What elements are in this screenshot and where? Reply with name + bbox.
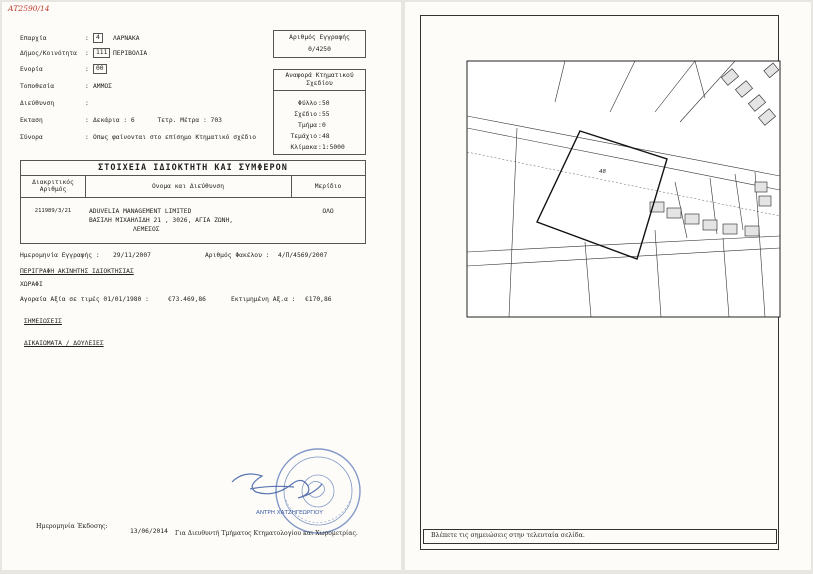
plot-number-label: 48 (599, 169, 606, 175)
certificate-left-page: ΑΤ2590/14 Επαρχία : 4 ΛΑΡΝΑΚΑ Δήμος/Κοινότητα : 111 ΠΕΡΙΒΟΛΙΑ Ενορία : 00 Τοποθεσία : ΑΜΜΟΣ Διεύθυνση : Εκταση : Δεκάρια : 6 Τετρ. Μέτρα : 703 Σύνορα : Οπως φαίνονται στο επίσημο Κτηματικό σχέδιο Αριθμός Εγγραφής 0/4250 Αναφορά Κτηματικού Σχεδίου Φύλλο : 50 Σχέδιο : 55 Τμήμα : 0 Τεμάχιο : 48 Κλίμακα : 1:5000 ΣΤΟΙΧΕΙΑ ΙΔΙΟΚΤΗΤΗ ΚΑΙ ΣΥΜΦΕΡΟΝ Διακριτικός Αριθμός Ονομα και Διεύθυνση Μερίδιο 211989/3/21 ADUVELIA MANAGEMENT LIMITED ΒΑΣΙΛΗ ΜΙΧΑΗΛΙΔΗ 21 , 3026, ΑΓΙΑ ΖΩΝΗ, ΛΕΜΕΣΟΣ ΟΛΟ Ημερομηνία Εγγραφής : 29/11/2007 Αριθμός Φακέλου : 4/Π/4569/2007 ΠΕΡΙΓΡΑΦΗ ΑΚΙΝΗΤΗΣ ΙΔΙΟΚΤΗΣΙΑΣ ΧΩΡΑΦΙ Αγοραία Αξία σε τιμές 01/01/1980 : €73.469,86 Εκτιμημένη Αξ.α : €170,86 ΣΗΜΕΙΩΣΕΙΣ ΔΙΚΑΙΩΜΑΤΑ / ΔΟΥΛΕΙΕΣ ΑΝΤΡΗ ΧΑΤΖΗΓΕΩΡΓΙΟΥ Ημερομηνία Έκδοσης: 13/06/2014 Για Διευθυντή Τμήματος Κτηματολογίου και Χωρομετρίας. (2, 2, 401, 570)
owner-name: ADUVELIA MANAGEMENT LIMITED (89, 208, 192, 215)
cadastral-map (405, 2, 811, 570)
field-label-parish: Ενορία (20, 66, 43, 73)
plan-scale-label: Κλίμακα (290, 144, 317, 151)
certificate-right-page (405, 2, 811, 570)
owner-address-line1: ΒΑΣΙΛΗ ΜΙΧΑΗΛΙΔΗ 21 , 3026, ΑΓΙΑ ΖΩΝΗ, (89, 217, 234, 224)
handwritten-reference: ΑΤ2590/14 (8, 4, 50, 13)
field-code-province: 4 (93, 33, 103, 43)
field-value-area: Δεκάρια : 6 Τετρ. Μέτρα : 703 (93, 117, 222, 124)
owner-id: 211989/3/21 (34, 208, 72, 214)
field-label-boundaries: Σύνορα (20, 134, 43, 141)
property-description-label: ΠΕΡΙΓΡΑΦΗ ΑΚΙΝΗΤΗΣ ΙΔΙΟΚΤΗΣΙΑΣ (20, 268, 134, 275)
official-stamp-seal (276, 449, 360, 533)
notes-label: ΣΗΜΕΙΩΣΕΙΣ (24, 318, 62, 325)
field-label-province: Επαρχία (20, 35, 47, 42)
field-code-municipality: 111 (93, 48, 110, 58)
issue-date-label: Ημερομηνία Έκδοσης: (36, 523, 108, 530)
col-header-name: Ονομα και Διεύθυνση (151, 183, 225, 190)
registration-date: 29/11/2007 (113, 252, 151, 259)
file-number-label: Αριθμός Φακέλου : (205, 252, 270, 259)
plan-plot-value: 48 (322, 133, 330, 140)
field-code-parish: 00 (93, 64, 107, 74)
estimated-value-label: Εκτιμημένη Αξ.α : (231, 296, 296, 303)
estimated-value: €170,86 (305, 296, 332, 303)
registration-title: Αριθμός Εγγραφής (289, 34, 350, 41)
owners-table-title: ΣΤΟΙΧΕΙΑ ΙΔΙΟΚΤΗΤΗ ΚΑΙ ΣΥΜΦΕΡΟΝ (98, 163, 288, 173)
plan-reference-box: Αναφορά Κτηματικού Σχεδίου Φύλλο : 50 Σχέδιο : 55 Τμήμα : 0 Τεμάχιο : 48 Κλίμακα : 1:5000 (273, 69, 366, 155)
issue-date: 13/06/2014 (130, 528, 168, 535)
col-header-share: Μερίδιο (314, 183, 342, 190)
plan-reference-title: Αναφορά Κτηματικού Σχεδίου (285, 72, 354, 87)
plan-drawing-label: Σχέδιο (294, 111, 317, 118)
field-label-locality: Τοποθεσία (20, 83, 55, 90)
field-label-municipality: Δήμος/Κοινότητα (20, 50, 77, 57)
plan-sheet-label: Φύλλο (298, 100, 317, 107)
plan-section-label: Τμήμα (298, 122, 317, 129)
col-header-id: Διακριτικός Αριθμός (32, 179, 74, 193)
file-number: 4/Π/4569/2007 (278, 252, 328, 259)
plan-sheet-value: 50 (322, 100, 330, 107)
plan-scale-value: 1:5000 (322, 144, 345, 151)
registration-date-label: Ημερομηνία Εγγραφής : (20, 252, 100, 259)
handwritten-signature (232, 474, 322, 498)
registration-number: 0/4250 (308, 46, 331, 53)
plan-plot-label: Τεμάχιο (290, 133, 317, 140)
field-label-address: Διεύθυνση (20, 100, 55, 107)
market-value-label: Αγοραία Αξία σε τιμές 01/01/1980 : (20, 296, 149, 303)
easements-label: ΔΙΚΑΙΩΜΑΤΑ / ΔΟΥΛΕΙΕΣ (24, 340, 104, 347)
stamp-and-signature (2, 2, 401, 570)
field-value-boundaries: Οπως φαίνονται στο επίσημο Κτηματικό σχέδιο (93, 134, 257, 141)
issuing-authority: Για Διευθυντή Τμήματος Κτηματολογίου και Χωρομετρίας. (175, 530, 358, 537)
signature-name: ΑΝΤΡΗ ΧΑΤΖΗΓΕΩΡΓΙΟΥ (256, 510, 323, 516)
field-value-locality: ΑΜΜΟΣ (93, 83, 112, 90)
field-value-municipality: ΠΕΡΙΒΟΛΙΑ (113, 50, 148, 57)
field-label-area: Εκταση (20, 117, 43, 124)
plan-section-value: 0 (322, 122, 326, 129)
map-extract-border (467, 61, 780, 317)
market-value: €73.469,86 (168, 296, 206, 303)
owner-share: ΟΛΟ (322, 208, 334, 215)
plan-drawing-value: 55 (322, 111, 330, 118)
owner-address-line2: ΛΕΜΕΣΟΣ (133, 226, 160, 233)
field-value-province: ΛΑΡΝΑΚΑ (113, 35, 140, 42)
property-description: ΧΩΡΑΦΙ (20, 281, 43, 288)
notes-reference-text: Βλέπετε τις σημειώσεις στην τελευταία σελίδα. (431, 532, 585, 539)
